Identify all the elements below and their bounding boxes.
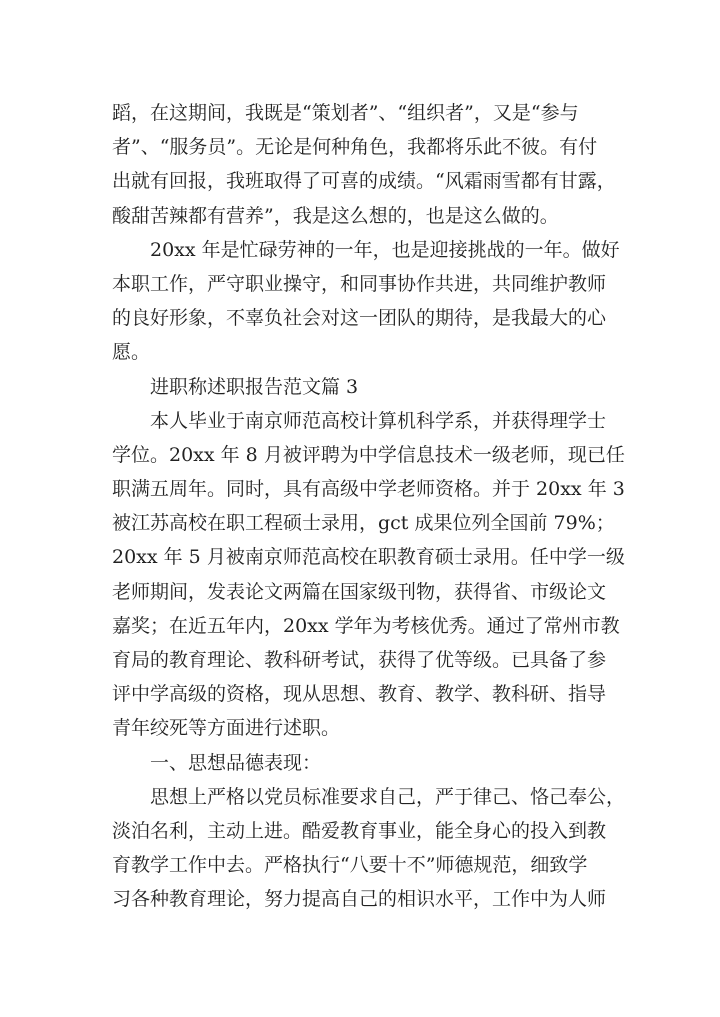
text-line: 职满五周年。同时，具有高级中学老师资格。并于 20xx 年 3	[112, 478, 625, 501]
document-body	[112, 96, 626, 917]
section-title: 进职称述职报告范文篇 3	[150, 375, 359, 398]
text-line: 被江苏高校在职工程硕士录用，gct 成果位列全国前 79%；	[112, 512, 615, 535]
subsection-heading: 一、思想品德表现：	[150, 751, 322, 774]
text-line: 嘉奖；在近五年内，20xx 学年为考核优秀。通过了常州市教	[112, 614, 620, 637]
text-line: 老师期间，发表论文两篇在国家级刊物，获得省、市级论文	[112, 580, 607, 603]
text-line: 淡泊名利，主动上进。酷爱教育事业，能全身心的投入到教	[112, 819, 607, 842]
text-line: 出就有回报，我班取得了可喜的成绩。“风霜雨雪都有甘露，	[112, 170, 616, 193]
text-line: 20xx 年 5 月被南京师范高校在职教育硕士录用。任中学一级	[112, 546, 625, 569]
text-line: 育局的教育理论、教科研考试，获得了优等级。已具备了参	[112, 649, 607, 671]
text-line: 蹈，在这期间，我既是“策划者”、“组织者”，又是“参与	[112, 102, 579, 124]
text-line: 评中学高级的资格，现从思想、教育、教学、教科研、指导	[112, 683, 607, 706]
text-line: 愿。	[112, 341, 151, 364]
paragraph-first-line: 20xx 年是忙碌劳神的一年，也是迎接挑战的一年。做好	[150, 238, 620, 261]
text-line: 育教学工作中去。严格执行“八要十不”师德规范，细致学	[112, 854, 588, 877]
text-line: 学位。20xx 年 8 月被评聘为中学信息技术一级老师，现已任	[112, 443, 625, 466]
text-line: 酸甜苦辣都有营养”，我是这么想的，也是这么做的。	[112, 204, 559, 227]
paragraph-first-line: 思想上严格以党员标准要求自己，严于律己、恪己奉公，	[150, 785, 626, 808]
text-line: 习各种教育理论，努力提高自己的相识水平，工作中为人师	[112, 888, 607, 911]
text-line: 青年绞死等方面进行述职。	[112, 717, 341, 740]
text-line: 者”、“服务员”。无论是何种角色，我都将乐此不彼。有付	[112, 136, 598, 159]
text-line: 的良好形象，不辜负社会对这一团队的期待，是我最大的心	[112, 307, 607, 330]
text-line: 本职工作，严守职业操守，和同事协作共进，共同维护教师	[112, 272, 607, 295]
paragraph-first-line: 本人毕业于南京师范高校计算机科学系，并获得理学士	[150, 409, 607, 432]
